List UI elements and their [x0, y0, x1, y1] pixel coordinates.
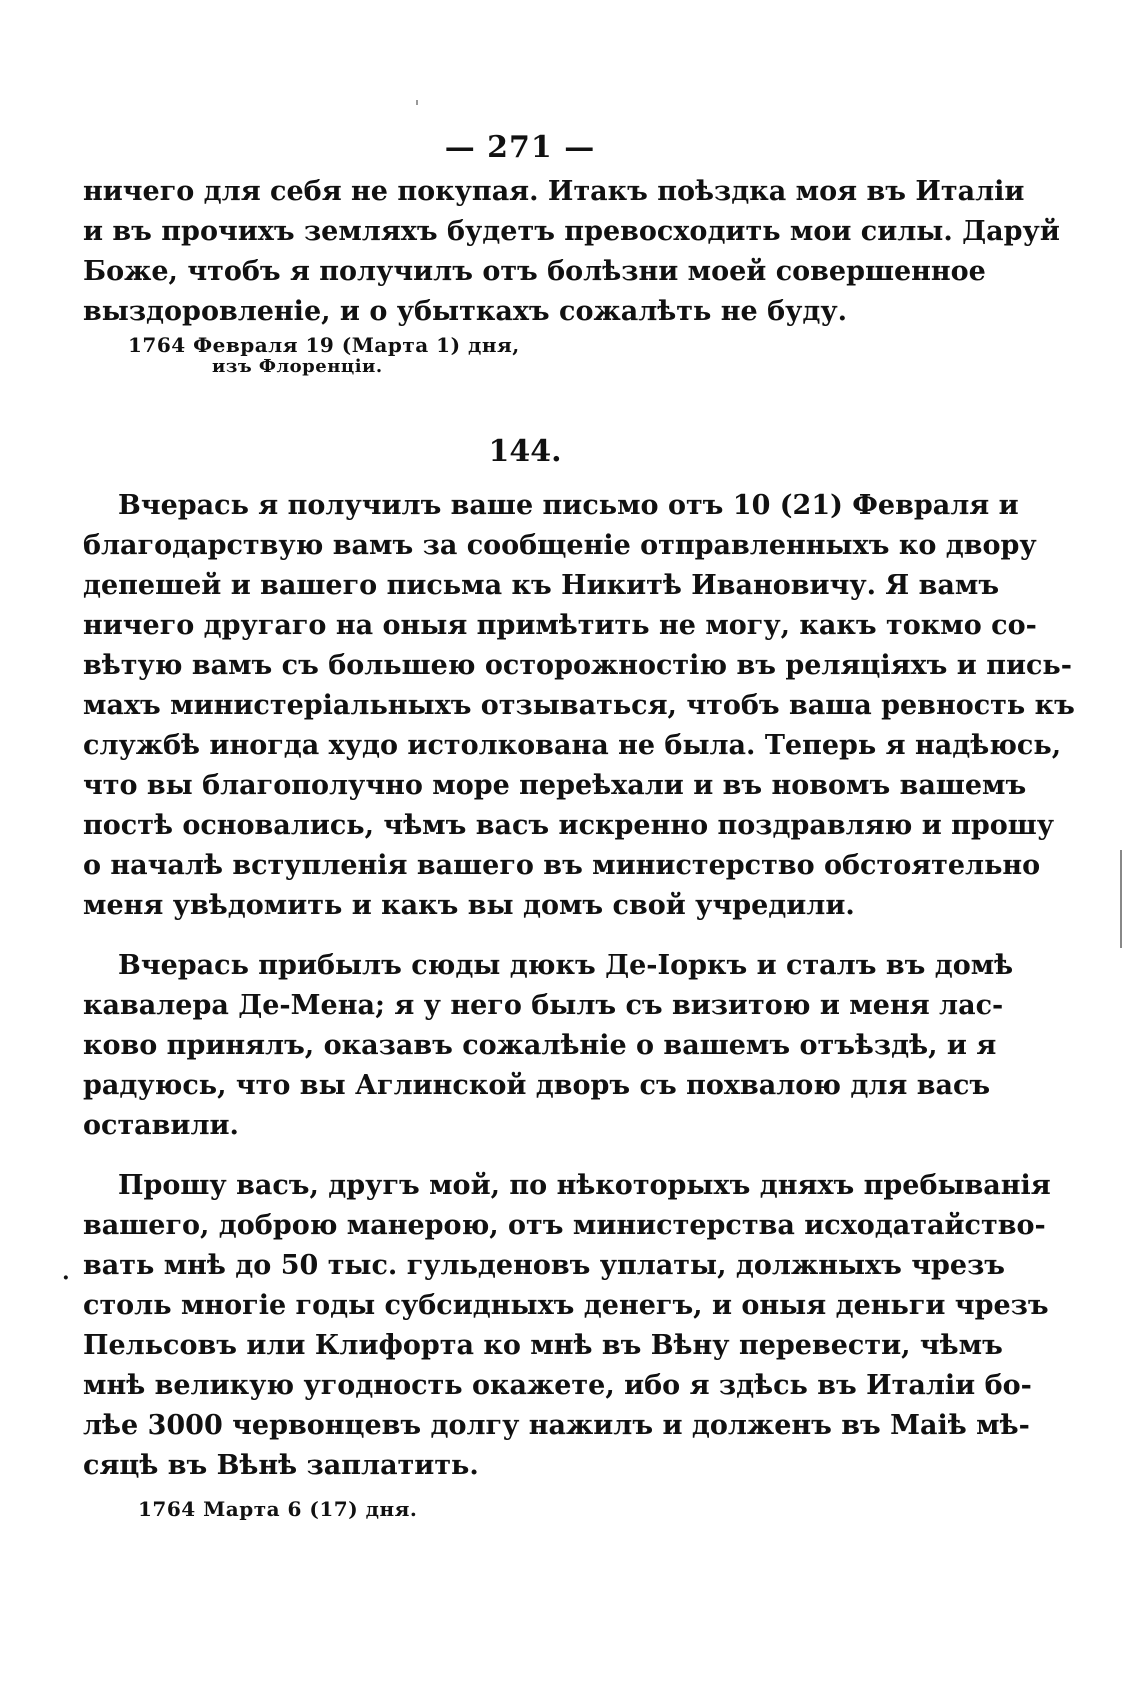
letter-date: 1764 Марта 6 (17) дня.: [138, 1497, 418, 1521]
text-line: что вы благополучно море переѣхали и въ новомъ вашемъ: [83, 770, 1027, 801]
text-line: мнѣ великую угодность окажете, ибо я здѣсь въ Италіи бо-: [83, 1370, 1032, 1401]
text-line: о началѣ вступленія вашего въ министерство обстоятельно: [83, 850, 1041, 881]
scan-mark: [416, 100, 418, 105]
text-line: столь многіе годы субсидныхъ денегъ, и оныя деньги чрезъ: [83, 1290, 1049, 1321]
text-line: Прошу васъ, другъ мой, по нѣкоторыхъ дняхъ пребыванія: [118, 1170, 1051, 1201]
text-line: Вчерась я получилъ ваше письмо отъ 10 (21) Февраля и: [118, 490, 1019, 521]
text-line: Вчерась прибылъ сюды дюкъ Де-Іоркъ и сталъ въ домѣ: [118, 950, 1014, 981]
text-line: вашего, доброю манерою, отъ министерства исходатайство-: [83, 1210, 1046, 1241]
text-line: выздоровленіе, и о убыткахъ сожалѣть не буду.: [83, 296, 848, 327]
text-line: постѣ основались, чѣмъ васъ искренно поздравляю и прошу: [83, 810, 1055, 841]
page-number: — 271 —: [444, 130, 596, 165]
text-line: депешей и вашего письма къ Никитѣ Ивановичу. Я вамъ: [83, 570, 1000, 601]
letter-date: 1764 Февраля 19 (Марта 1) дня,: [128, 333, 520, 357]
text-line: оставили.: [83, 1110, 239, 1141]
text-line: лѣе 3000 червонцевъ долгу нажилъ и долженъ въ Маіѣ мѣ-: [83, 1410, 1030, 1441]
margin-mark: ·: [62, 1265, 70, 1291]
letter-number: 144.: [488, 434, 562, 469]
text-line: радуюсь, что вы Аглинской дворъ съ похвалою для васъ: [83, 1070, 991, 1101]
text-line: службѣ иногда худо истолкована не была. Теперь я надѣюсь,: [83, 730, 1062, 761]
text-line: кавалера Де-Мена; я у него былъ съ визитою и меня лас-: [83, 990, 1004, 1021]
text-line: ково принялъ, оказавъ сожалѣніе о вашемъ отъѣздѣ, и я: [83, 1030, 997, 1061]
text-line: меня увѣдомить и какъ вы домъ свой учредили.: [83, 890, 855, 921]
text-line: благодарствую вамъ за сообщеніе отправленныхъ ко двору: [83, 530, 1037, 561]
letter-place: изъ Флоренціи.: [212, 356, 383, 377]
text-line: Боже, чтобъ я получилъ отъ болѣзни моей совершенное: [83, 256, 986, 287]
text-line: вать мнѣ до 50 тыс. гульденовъ уплаты, должныхъ чрезъ: [83, 1250, 1006, 1281]
text-line: вѣтую вамъ съ большею осторожностію въ реляціяхъ и пись-: [83, 650, 1072, 681]
margin-rule: [1120, 850, 1122, 948]
text-line: ничего для себя не покупая. Итакъ поѣздка моя въ Италіи: [83, 176, 1025, 207]
text-line: и въ прочихъ земляхъ будетъ превосходить мои силы. Даруй: [83, 216, 1060, 247]
text-line: махъ министеріальныхъ отзываться, чтобъ ваша ревность къ: [83, 690, 1075, 721]
text-line: Пельсовъ или Клифорта ко мнѣ въ Вѣну перевести, чѣмъ: [83, 1330, 1003, 1361]
text-line: ничего другаго на оныя примѣтить не могу, какъ токмо со-: [83, 610, 1037, 641]
text-line: сяцѣ въ Вѣнѣ заплатить.: [83, 1450, 479, 1481]
